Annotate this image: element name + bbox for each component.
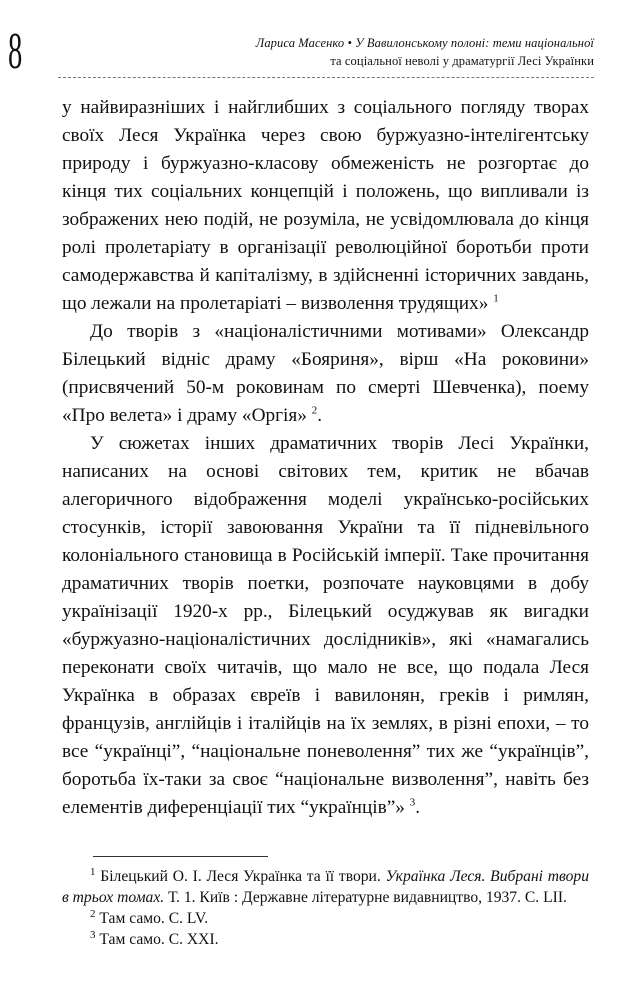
footnote-2-text: Там само. С. LV. <box>95 910 209 927</box>
footnote-divider <box>93 856 268 857</box>
paragraph-1-text: у найвиразніших і найглибших з соціального погляду творах своїх Леся Українка через свою буржуазно-інтелігентську природу і буржуазно-класову обмеженість не розгортає до кінця тих соціальних концепцій і положень, що випливали із зображених нею подій, не розуміла, не усвідомлювала до кінця ролі пролетаріату в організації революційної боротьби проти самодержавства й капіталізму, в здійсненні історичних завдань, що лежали на пролетаріаті – визволення трудящих» <box>62 97 589 314</box>
footnote-1-text-a: Білецький О. І. Леся Українка та її твори. <box>95 868 386 885</box>
footnote-1 <box>62 866 589 908</box>
running-header <box>212 34 594 70</box>
footnote-ref-1: 1 <box>493 292 499 305</box>
footnote-1-text-b: Т. 1. Київ : Державне літературне видавництво, 1937. С. LII. <box>164 889 567 906</box>
paragraph-2-end: . <box>317 405 323 426</box>
main-text <box>62 94 589 822</box>
footnote-3-text: Там само. С. XXI. <box>95 931 219 948</box>
paragraph-2 <box>62 318 589 430</box>
footnote-ref-2: 2 <box>311 404 318 417</box>
paragraph-1 <box>62 94 589 318</box>
footnote-3 <box>62 929 589 950</box>
footnote-2 <box>62 908 589 929</box>
paragraph-3-text: У сюжетах інших драматичних творів Лесі Українки, написаних на основі світових тем, критик не вбачав алегоричного відображення моделі українсько-російських стосунків, історії завоювання України та її підневільного колоніального становища в Російській імперії. Таке прочитання драматичних творів поетки, розпочате науковцями в добу українізації 1920-х рр., Білецький осуджував як вигадки «буржуазно-націоналістичних дослідників», які «намагались переконати своїх читачів, що мало не все, що подала Леся Українка в образах євреїв і вавилонян, греків і римлян, французів, англійців і італійців на їх землях, в різні епохи, – то все “українці”, “національне поневолення” тих же “українців”, боротьба їх-таки за своє “національне визволення”, навіть без елементів диференціації тих “українців”» <box>62 433 589 818</box>
paragraph-3 <box>62 430 589 822</box>
running-header-line-1: Лариса Масенко • У Вавилонському полоні: теми національної <box>255 36 594 50</box>
page-number: 8 <box>8 23 22 80</box>
paragraph-3-end: . <box>415 797 421 818</box>
header-divider <box>58 77 594 78</box>
footnote-3-number: 3 <box>90 928 96 941</box>
running-header-line-2: та соціальної неволі у драматургії Лесі Українки <box>330 54 594 68</box>
footnote-1-number: 1 <box>90 865 96 878</box>
footnote-ref-3: 3 <box>409 796 416 809</box>
footnotes <box>62 866 589 950</box>
footnote-2-number: 2 <box>90 907 96 920</box>
paragraph-2-text: До творів з «націоналістичними мотивами» Олександр Білецький відніс драму «Бояриня», вірш «На роковини» (присвячений 50-м роковинам по смерті Шевченка), поему «Про велета» і драму «Оргія» <box>62 321 589 426</box>
footnote-1-title: Українка Леся. Вибрані твори в трьох томах. <box>62 868 589 906</box>
